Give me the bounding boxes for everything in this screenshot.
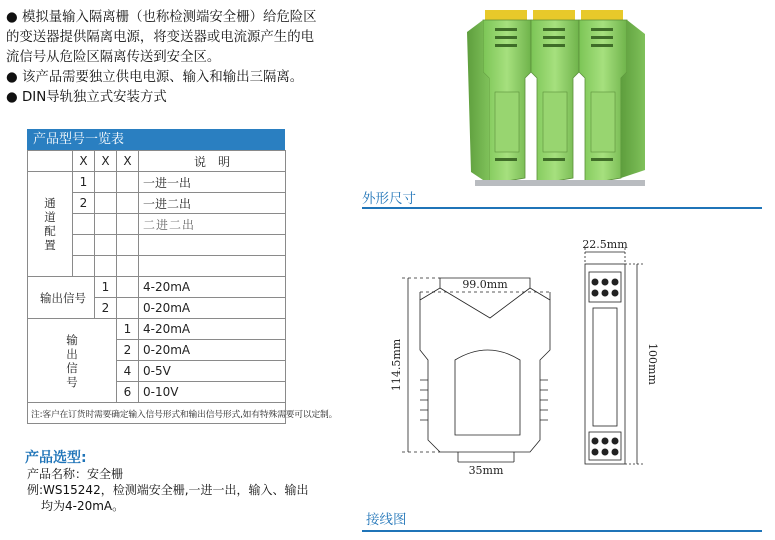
input-signal-label: 输出信号 (28, 277, 95, 319)
table-cell: 4-20mA (139, 319, 286, 340)
product-photo (455, 2, 680, 190)
table-header-cell: X (117, 151, 139, 172)
table-header-row (28, 151, 286, 172)
output-signal-label: 输 出 信 号 (28, 319, 117, 403)
dim-label: 114.5mm (390, 338, 403, 392)
side-view-drawing (565, 238, 660, 478)
table-cell: 4 (117, 361, 139, 382)
table-cell: 1 (95, 277, 117, 298)
section-divider (362, 207, 762, 209)
intro-text (6, 8, 358, 108)
table-cell: 2 (95, 298, 117, 319)
section-divider (362, 530, 762, 532)
table-row (28, 277, 286, 298)
table-header-cell: 说 明 (139, 151, 286, 172)
table-cell: 0-20mA (139, 298, 286, 319)
table-cell: 0-10V (139, 382, 286, 403)
front-view-drawing (380, 240, 580, 480)
table-cell (73, 214, 95, 235)
selection-line: 均为4-20mA。 (41, 499, 125, 513)
selection-title: 产品选型: (25, 450, 87, 466)
selection-body (27, 466, 327, 514)
dim-label: 35mm (468, 464, 504, 477)
table-row (28, 172, 286, 193)
table-row (28, 319, 286, 340)
selection-line: 产品名称：安全栅 (27, 467, 124, 481)
intro-line: ● 模拟量输入隔离栅（也称检测端安全栅）给危险区 (6, 10, 317, 25)
model-table-title: 产品型号一览表 (27, 129, 285, 150)
intro-line: ● 该产品需要独立供电电源、输入和输出三隔离。 (6, 70, 304, 85)
table-note: 注:客户在订货时需要确定输入信号形式和输出信号形式,如有特殊需要可以定制。 (28, 403, 286, 424)
table-cell: 二进二出 (139, 214, 286, 235)
table-cell: 2 (73, 193, 95, 214)
dim-label: 99.0mm (462, 278, 508, 291)
section-title-dimensions: 外形尺寸 (362, 191, 416, 207)
table-cell: 6 (117, 382, 139, 403)
table-cell: 0-20mA (139, 340, 286, 361)
channel-config-label: 通 道 配 置 (28, 172, 73, 277)
selection-line: 例:WS15242，检测端安全栅,一进一出，输入、输出 (27, 483, 309, 497)
model-table (27, 150, 338, 424)
section-title-wiring: 接线图 (366, 512, 407, 528)
intro-line: 流信号从危险区隔离传送到安全区。 (6, 50, 221, 65)
table-cell: 一进二出 (139, 193, 286, 214)
table-header-cell: X (73, 151, 95, 172)
table-cell: 1 (73, 172, 95, 193)
dim-label: 100mm (646, 343, 659, 385)
table-note-row (28, 403, 286, 424)
table-cell: 2 (117, 340, 139, 361)
table-cell: 一进一出 (139, 172, 286, 193)
table-cell: 4-20mA (139, 277, 286, 298)
intro-line: ● DIN导轨独立式安装方式 (6, 90, 167, 105)
table-cell: 0-5V (139, 361, 286, 382)
table-header-cell: X (95, 151, 117, 172)
table-cell: 1 (117, 319, 139, 340)
dim-label: 22.5mm (582, 238, 628, 251)
intro-line: 的变送器提供隔离电源，将变送器或电流源产生的电 (6, 30, 314, 45)
